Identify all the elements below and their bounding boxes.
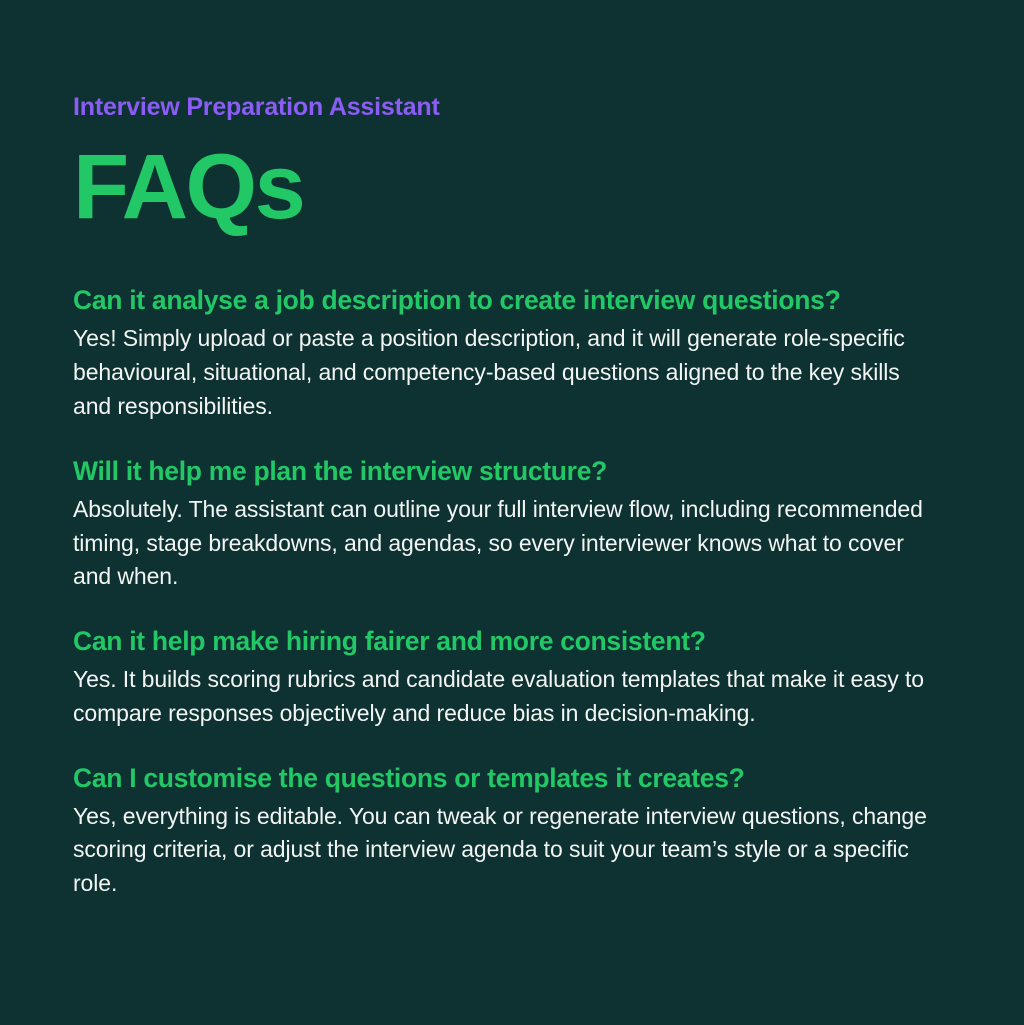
faq-answer: Yes! Simply upload or paste a position description, and it will generate role-specific behavioural, situational, and competency-based questions aligned to the key skills and responsibilities. <box>73 325 905 419</box>
faq-item <box>73 283 952 423</box>
page-eyebrow: Interview Preparation Assistant <box>73 93 440 121</box>
page-title: FAQs <box>73 136 304 238</box>
faq-question: Can it help make hiring fairer and more consistent? <box>73 626 706 657</box>
faq-item <box>73 761 952 901</box>
faq-item <box>73 454 952 594</box>
faq-item <box>73 624 952 731</box>
faq-answer: Yes, everything is editable. You can tweak or regenerate interview questions, change scoring criteria, or adjust the interview agenda to suit your team’s style or a specific role. <box>73 802 927 897</box>
faq-question: Can I customise the questions or templates it creates? <box>73 762 745 793</box>
faq-question: Can it analyse a job description to create interview questions? <box>73 285 841 316</box>
faq-list <box>73 283 952 901</box>
faq-answer: Yes. It builds scoring rubrics and candidate evaluation templates that make it easy to compare responses objectively and reduce bias in decision-making. <box>73 666 924 726</box>
faq-answer: Absolutely. The assistant can outline your full interview flow, including recommended timing, stage breakdowns, and agendas, so every interviewer knows what to cover and when. <box>73 495 923 590</box>
faq-question: Will it help me plan the interview structure? <box>73 455 608 486</box>
